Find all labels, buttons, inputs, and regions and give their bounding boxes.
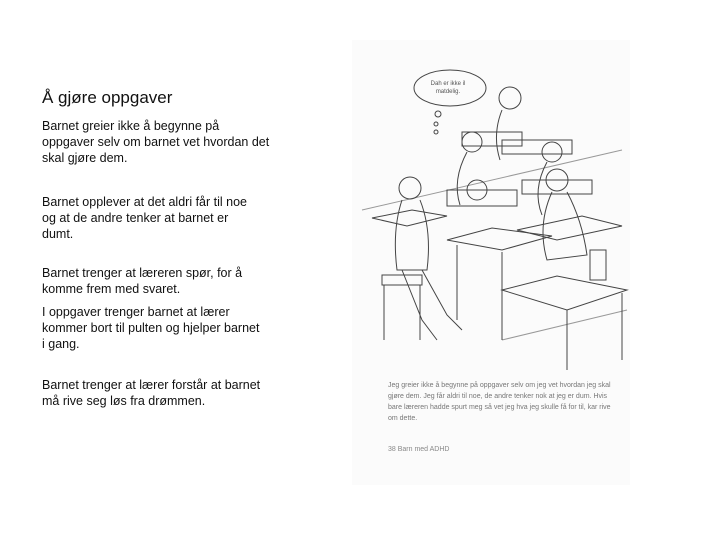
thought-bubble-text: Dah er ikke il matdelig.: [430, 81, 466, 95]
paragraph-never-succeeds: Barnet opplever at det aldri får til noe og at de andre tenker at barnet er dumt.: [42, 195, 247, 241]
paragraph-break-from-dream: Barnet trenger at lærer forstår at barnet må rive seg løs fra drømmen.: [42, 378, 261, 408]
paragraph-teacher-helps: I oppgaver trenger barnet at lærer kommer bort til pulten og hjelper barnet i gang.: [42, 305, 260, 351]
page-title: Å gjøre oppgaver: [42, 88, 173, 107]
paragraph-start-tasks: Barnet greier ikke å begynne på oppgaver selv om barnet vet hvordan det skal gjøre dem.: [42, 119, 270, 165]
page-footer: 38 Barn med ADHD: [388, 446, 450, 453]
illustration-caption: Jeg greier ikke å begynne på oppgaver selv om jeg vet hvordan jeg skal gjøre dem. Jeg får aldri til noe, de andre tenker nok at jeg er dum. Hvis bare læreren hadde spurt meg så vet jeg hva jeg skulle få for til, kar rive om dette.: [388, 382, 611, 422]
paragraph-teacher-asks: Barnet trenger at læreren spør, for å komme frem med svaret.: [42, 266, 243, 296]
